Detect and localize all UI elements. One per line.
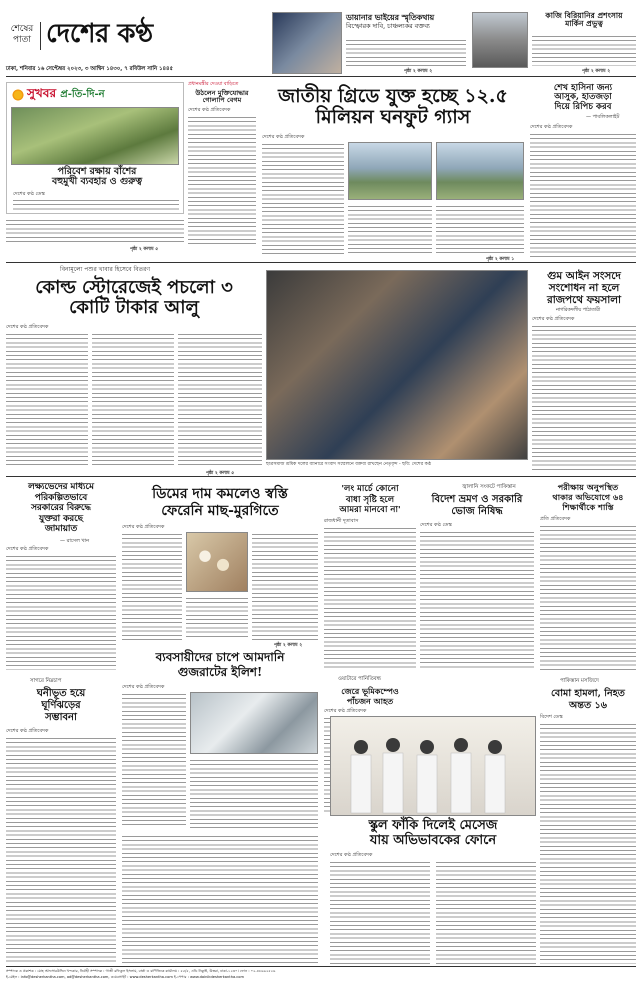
- hilsa-col-2: [190, 758, 318, 828]
- pm-headline: [188, 90, 256, 105]
- diana-photo: [272, 12, 342, 74]
- row-rule-2: [6, 476, 636, 477]
- lead-page-ref: পৃষ্ঠা ২ কলাম ১: [486, 257, 515, 262]
- egg-col-3: [252, 532, 318, 640]
- kazi-photo: [472, 12, 528, 68]
- cyclone-headline-3: সম্ভাবনা: [45, 712, 77, 723]
- exam-headline-3: শিক্ষার্থীকে শাস্তি: [562, 502, 614, 512]
- quote-headline-1: 'লং মার্চে কোনো: [341, 484, 399, 494]
- hilsa-col-3: [122, 834, 318, 964]
- quote-headline-2: বাধা সৃষ্টি হলে: [345, 494, 395, 505]
- cyclone-kicker: সাগরে নিম্নচাপ: [30, 678, 62, 684]
- footer-line-2: ই-মেইল : info@desherkantha.com, ad@desherkantha.com, ওয়েবসাইট : www.desherkantha.com ই-পেপার : www.dainikdesherkantha.com: [6, 975, 244, 979]
- travel-headline-2: ভোজ নিষিদ্ধ: [451, 506, 503, 517]
- egg-headline-2: ফেরেনি মাছ-মুরগিতে: [161, 503, 279, 519]
- right-top-headline-1: শেখ হাসিনা জন্য: [553, 83, 613, 93]
- pipeline-photo: [436, 142, 524, 200]
- school-headline: [330, 818, 536, 848]
- potato-headline-2: কোটি টাকার আলু: [69, 297, 199, 318]
- travel-body: [420, 530, 534, 670]
- lead-col-3: [436, 204, 524, 254]
- masthead-bottom-rule: [6, 76, 636, 77]
- egg-headline-1: ডিমের দাম কমলেও স্বস্তি: [152, 486, 288, 502]
- kazi-headline-1: কাজি বিরিয়ানির প্রশংসায়: [545, 11, 623, 20]
- right-top-source: — পাবলিকলাইট: [586, 114, 620, 120]
- cyclone-headline-2: ঘূর্ণিঝড়ের: [41, 700, 81, 711]
- kazi-headline-2: মার্কিন প্রভুত্ব: [565, 19, 603, 29]
- masthead-dateline: ঢাকা, শনিবার ১৬ সেপ্টেম্বর ২০২৩, ৩ আশ্বিন ১৪৩০, ৭ রবিউল সানি ১৪৪৫: [6, 66, 173, 72]
- potato-headline-1: কোল্ড স্টোরেজেই পচলো ৩: [35, 277, 233, 298]
- egg-byline: দেশের কণ্ঠ প্রতিবেদক: [122, 524, 165, 530]
- jamaat-byline: দেশের কণ্ঠ প্রতিবেদক: [6, 546, 49, 552]
- newspaper-title: দেশের কণ্ঠ: [46, 19, 153, 49]
- jamaat-headline-4: যুক্তরা করছে: [39, 513, 83, 524]
- sukhbor-label-1: সুখবর: [27, 86, 57, 100]
- kazi-page-ref: পৃষ্ঠা ২ কলাম ২: [582, 69, 611, 74]
- gum-body: [532, 324, 636, 470]
- sheser-pata-line-2: পাতা: [12, 35, 32, 45]
- egg-headline: [122, 486, 318, 520]
- gum-headline-1: গুম আইন সংসদে: [547, 270, 621, 282]
- flood-headline-2: পাঁচজন আহত: [346, 696, 394, 706]
- egg-col-2: [186, 596, 248, 640]
- school-byline: দেশের কণ্ঠ প্রতিবেদক: [330, 852, 373, 858]
- potato-headline: [6, 278, 262, 318]
- jamaat-headline-5: জামায়াত: [44, 524, 78, 534]
- bamboo-photo: [11, 107, 179, 165]
- exam-headline-2: থাকার অভিযোগে ৬৪: [552, 492, 624, 502]
- hilsa-headline-2: গুজরাটের ইলিশ!: [177, 665, 263, 679]
- sheser-pata-line-1: শেষের: [10, 24, 34, 34]
- exam-headline: [540, 482, 636, 512]
- quote-headline: [324, 484, 416, 516]
- pakistan-kicker: পাকিস্তান মসজিদে: [560, 678, 599, 684]
- sun-icon: [11, 88, 25, 102]
- potato-byline: দেশের কণ্ঠ প্রতিবেদক: [6, 324, 49, 330]
- sukhbor-byline: দেশের কণ্ঠ ডেস্ক: [13, 191, 45, 197]
- cyclone-headline-1: ঘনীভূত হয়ে: [36, 688, 86, 699]
- right-top-headline: [530, 84, 636, 112]
- school-col-1: [330, 860, 430, 964]
- pm-box: [188, 82, 256, 258]
- gum-headline-2: সংশোধন না হলে: [548, 282, 620, 294]
- exam-byline: প্রতি প্রতিবেদক: [540, 516, 571, 522]
- press-conference-photo: [266, 270, 528, 460]
- lead-headline: [262, 86, 524, 128]
- lead-headline-1: জাতীয় গ্রিডে যুক্ত হচ্ছে ১২.৫: [278, 85, 508, 107]
- row-rule-1: [6, 262, 636, 263]
- jamaat-body: [6, 554, 116, 670]
- sukhbor-body: [13, 198, 179, 212]
- quote-headline-3: আমরা মানবো না': [339, 505, 401, 515]
- footer: [6, 968, 636, 980]
- school-col-2: [436, 860, 536, 964]
- gum-headline-3: রাজপথে ফয়সালা: [547, 294, 621, 306]
- masthead-divider: [40, 22, 41, 50]
- gum-headline: [532, 270, 636, 306]
- pm-body: [188, 115, 256, 247]
- pm-headline-1: উঠলেন মুক্তিযোদ্ধার: [195, 89, 249, 97]
- lead-col-1: [262, 142, 344, 254]
- travel-headline-1: বিদেশ ভ্রমণ ও সরকারি: [431, 494, 523, 505]
- sukhbor-body-2: [6, 218, 184, 244]
- right-top-byline: দেশের কণ্ঠ প্রতিবেদক: [530, 124, 573, 130]
- students-illustration: [331, 717, 537, 817]
- flood-byline: দেশের কণ্ঠ প্রতিবেদক: [324, 708, 367, 714]
- potato-col-2: [92, 332, 174, 468]
- pakistan-byline: বিদেশ ডেস্ক: [540, 714, 563, 720]
- gas-field-photo: [348, 142, 432, 200]
- travel-headline: [420, 494, 534, 518]
- lead-byline: দেশের কণ্ঠ প্রতিবেদক: [262, 134, 305, 140]
- school-headline-2: যায় অভিভাবকের ফোনে: [369, 833, 497, 848]
- flood-headline: [324, 686, 416, 706]
- potato-page-ref: পৃষ্ঠা ২ কলাম ৫: [206, 471, 235, 476]
- egg-col-1: [122, 532, 182, 640]
- jamaat-source: — রাসেল খান: [60, 538, 90, 544]
- school-headline-1: স্কুল ফাঁকি দিলেই মেসেজ: [368, 818, 498, 833]
- pakistan-body: [540, 722, 636, 964]
- jamaat-headline: [6, 482, 116, 535]
- sukhbor-headline-2: বহুমুখী ব্যবহার ও গুরুত্ব: [51, 176, 143, 188]
- diana-body: [346, 38, 466, 66]
- footer-line-1: সম্পাদক ও প্রকাশক : মোহ আফসারউদ্দিন খন্দকার, নির্বাহী সম্পাদক : গাজী রফিকুল ইসলাম, বার্তা ও বাণিজ্যিক কার্যালয় : ৫৫/৫, এডি নিকুঞ্জ, উত্তরা, ঢাকা-১২৩০। ফোন : ০২-৪৮৯৬২৫২৬: [6, 969, 276, 973]
- potato-kicker: বিনামূল্যে পশুর খাবার হিসেবে বিতরণ: [60, 266, 151, 273]
- pakistan-headline-2: অন্তত ১৬: [569, 699, 607, 711]
- sukhbor-box: [6, 82, 184, 214]
- sukhbor-label: [27, 87, 105, 100]
- hilsa-byline: দেশের কণ্ঠ প্রতিবেদক: [122, 684, 165, 690]
- egg-photo: [186, 532, 248, 592]
- students-photo: [330, 716, 536, 816]
- lead-col-2: [348, 204, 432, 254]
- gum-source: নাগরিকদলীয় পাঠাতারী: [556, 308, 601, 313]
- diana-page-ref: পৃষ্ঠা ২ কলাম ২: [404, 69, 433, 74]
- sukhbor-label-2: প্র-তি-দি-ন: [60, 89, 105, 100]
- diana-headline: [346, 14, 466, 30]
- jamaat-headline-2: পরিকল্পিতভাবে: [34, 492, 88, 503]
- potato-col-1: [6, 332, 88, 468]
- school-headline-box: [330, 818, 536, 850]
- lead-headline-2: মিলিয়ন ঘনফুট গ্যাস: [315, 106, 471, 128]
- sheser-pata-label: [6, 24, 38, 46]
- right-top-headline-2: আসুক, হাতজড়া: [554, 92, 612, 103]
- pakistan-headline-1: বোমা হামলা, নিহত: [551, 688, 625, 699]
- exam-headline-1: পরীক্ষায় অনুপস্থিত: [557, 482, 619, 492]
- cyclone-byline: দেশের কণ্ঠ প্রতিবেদক: [6, 728, 49, 734]
- cyclone-body: [6, 736, 116, 964]
- kazi-headline: [532, 12, 636, 29]
- potato-col-3: [178, 332, 262, 468]
- pm-byline: দেশের কণ্ঠ প্রতিবেদক: [188, 106, 231, 113]
- hilsa-headline: [122, 650, 318, 680]
- pm-headline-2: গোলাপি বেগম: [202, 96, 242, 105]
- footer-rule: [6, 966, 636, 967]
- diana-headline-2: বিস্ফোরক দাবি, চাঞ্চল্যকর বক্তব্য: [346, 21, 430, 30]
- quote-body: [324, 526, 416, 670]
- pakistan-headline: [540, 688, 636, 711]
- right-top-headline-3: দিয়ে রিপিচ করব: [554, 101, 612, 112]
- flood-headline-1: জেরে ভূমিকম্পেও: [341, 686, 399, 696]
- hilsa-col-1: [122, 692, 186, 828]
- gum-byline: দেশের কণ্ঠ প্রতিবেদক: [532, 316, 575, 322]
- travel-kicker: জ্বালানি সংকটে পাকিস্তান: [462, 484, 516, 490]
- right-top-body: [530, 132, 636, 258]
- pm-kicker: প্রধানমন্ত্রীর দেওয়া বাড়িতে: [188, 82, 239, 87]
- photo-caption: ছাত্রসমাজ শ্রমিক দলের ব্যানারে সংবাদ সম্মেলনে বক্তব্য রাখছেন নেতৃবৃন্দ - ছবি: দেশের কণ্ঠ: [266, 462, 432, 467]
- exam-body: [540, 524, 636, 670]
- cyclone-headline: [6, 688, 116, 724]
- hilsa-headline-1: ব্যবসায়ীদের চাপে আমদানি: [155, 650, 285, 664]
- hilsa-photo: [190, 692, 318, 754]
- jamaat-headline-1: লক্ষ্যভেদের মাধ্যমে: [28, 482, 94, 492]
- masthead: [6, 20, 268, 60]
- diana-headline-1: ডায়ানার ভাইয়ের স্মৃতিকথায়: [346, 13, 435, 22]
- egg-page-ref: পৃষ্ঠা ২ কলাম ২: [274, 643, 303, 648]
- travel-byline: দেশের কণ্ঠ ডেস্ক: [420, 522, 452, 528]
- sukhbor-headline: [13, 167, 181, 188]
- jamaat-headline-3: সরকারের বিরুদ্ধে: [31, 503, 91, 513]
- flood-kicker: ওয়াটারে পানিতিবন্ধ: [338, 676, 381, 682]
- sukhbor-page-ref: পৃষ্ঠা ২ কলাম ৫: [130, 247, 159, 252]
- quote-source: রাজধানী দূতাবাস: [324, 518, 359, 524]
- sukhbor-headline-1: পরিবেশ রক্ষায় বাঁশের: [57, 166, 137, 177]
- kazi-body: [532, 34, 636, 66]
